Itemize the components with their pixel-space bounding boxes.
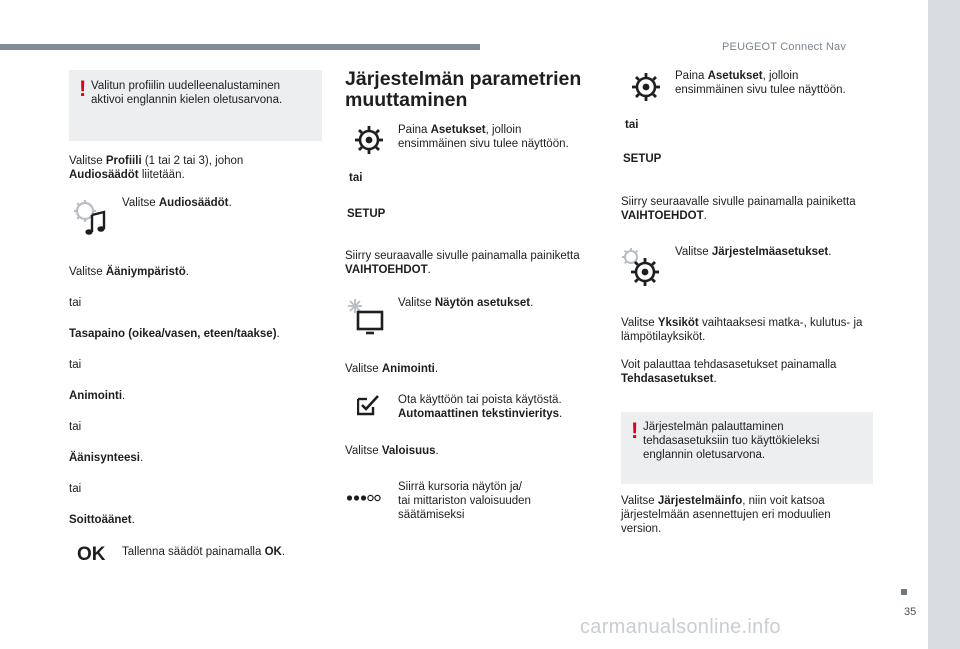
text-synthesis: Äänisynteesi.: [69, 452, 144, 464]
text-system-info: Valitse Järjestelmäinfo, niin voit katsoa järjestelmään asennettujen eri moduulien version.: [621, 495, 831, 535]
text-select-display: Valitse Näytön asetukset.: [398, 297, 534, 309]
checkbox-toggle-icon: [357, 394, 381, 416]
text-select-system: Valitse Järjestelmäasetukset.: [675, 246, 832, 258]
text-brightness-slider: Siirrä kursoria näytön ja/ tai mittariston valoisuuden säätämiseksi: [398, 481, 531, 521]
text-or-bold: tai: [349, 172, 363, 184]
section-title: Järjestelmän parametrien muuttaminen: [345, 68, 582, 111]
text-select-animation: Valitse Animointi.: [345, 363, 439, 375]
settings-gear-icon: [631, 72, 661, 102]
display-settings-icon: [346, 298, 386, 336]
note-box-factory-reset: [621, 412, 873, 484]
text-select-audio: Valitse Audiosäädöt.: [122, 197, 232, 209]
text-select-profile: Valitse Profiili (1 tai 2 tai 3), johon Audiosäädöt liitetään.: [69, 155, 244, 181]
text-or: tai: [69, 359, 82, 371]
note-line: tehdasasetuksiin tuo käyttökieleksi: [643, 435, 820, 447]
brand-title: PEUGEOT Connect Nav: [722, 41, 847, 53]
note-line: Järjestelmän palauttaminen: [643, 421, 784, 433]
text-or: tai: [69, 297, 82, 309]
page-number: 35: [904, 606, 917, 618]
text-or-bold: tai: [625, 119, 639, 131]
setup-button-key: SETUP: [347, 208, 386, 220]
text-select-units: Valitse Yksiköt vaihtaaksesi matka-, kulutus- ja lämpötilayksiköt.: [621, 317, 863, 343]
text-autoscroll: Ota käyttöön tai poista käytöstä. Automaattinen tekstinvieritys.: [398, 394, 563, 420]
note-line: Valitun profiilin uudelleenalustaminen: [91, 80, 281, 92]
text-save-ok: Tallenna säädöt painamalla OK.: [122, 546, 286, 558]
text-or: tai: [69, 421, 82, 433]
note-line: englannin oletusarvona.: [643, 449, 766, 461]
note-line: aktivoi englannin kielen oletusarvona.: [91, 94, 283, 106]
setup-button-key: SETUP: [623, 153, 662, 165]
text-next-page: Siirry seuraavalle sivulle painamalla painiketta VAIHTOEHDOT.: [345, 250, 580, 276]
text-press-settings: Paina Asetukset, jolloin ensimmäinen sivu tulee näyttöön.: [675, 70, 846, 96]
header-rule: [0, 44, 480, 50]
page-marker: [901, 589, 907, 595]
audio-settings-icon: [73, 199, 109, 237]
brightness-slider-icon: [346, 493, 384, 503]
settings-gear-icon: [354, 125, 384, 155]
ok-button-key: OK: [77, 544, 106, 565]
page-edge-bar: [928, 0, 960, 649]
note-box-profile-reset: [69, 70, 322, 141]
text-select-brightness: Valitse Valoisuus.: [345, 445, 439, 457]
system-settings-icon: [621, 247, 661, 287]
text-balance: Tasapaino (oikea/vasen, eteen/taakse).: [69, 328, 280, 340]
text-animation: Animointi.: [69, 390, 126, 402]
text-factory-reset: Voit palauttaa tehdasasetukset painamalla Tehdasasetukset.: [621, 359, 837, 385]
text-ringtones: Soittoäänet.: [69, 514, 135, 526]
text-or: tai: [69, 483, 82, 495]
warning-icon: !: [631, 418, 639, 443]
watermark: carmanualsonline.info: [580, 616, 781, 638]
text-next-page: Siirry seuraavalle sivulle painamalla painiketta VAIHTOEHDOT.: [621, 196, 856, 222]
text-select-environment: Valitse Ääniympäristö.: [69, 266, 189, 278]
warning-icon: !: [79, 76, 87, 101]
text-press-settings: Paina Asetukset, jolloin ensimmäinen sivu tulee näyttöön.: [398, 124, 569, 150]
